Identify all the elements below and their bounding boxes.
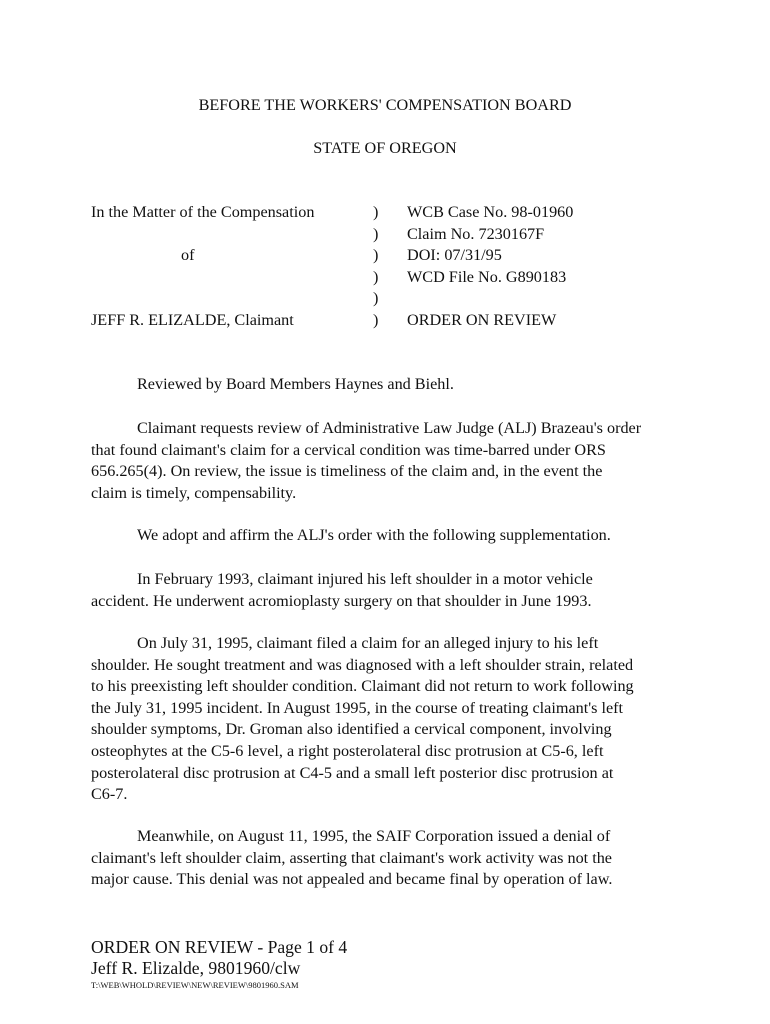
body-line: that found claimant's claim for a cervical condition was time-barred under ORS: [91, 440, 606, 459]
caption-paren: ): [373, 268, 379, 286]
body-line: claim is timely, compensability.: [91, 483, 297, 502]
board-heading: BEFORE THE WORKERS' COMPENSATION BOARD: [198, 96, 572, 114]
body-line: shoulder. He sought treatment and was diagnosed with a left shoulder strain, related: [91, 655, 634, 674]
body-line: Meanwhile, on August 11, 1995, the SAIF Corporation issued a denial of: [137, 827, 611, 845]
date-of-injury: DOI: 07/31/95: [407, 246, 502, 264]
document-type: ORDER ON REVIEW: [407, 311, 557, 329]
paragraph-affirm: [91, 525, 691, 547]
paragraph-denial: [91, 826, 691, 891]
caption-paren: ): [373, 225, 379, 243]
caption-of: of: [181, 246, 195, 264]
page-indicator: ORDER ON REVIEW - Page 1 of 4: [91, 937, 348, 957]
body-line: accident. He underwent acromioplasty surgery on that shoulder in June 1993.: [91, 591, 592, 610]
footer-case-line: Jeff R. Elizalde, 9801960/clw: [91, 958, 301, 978]
caption-matter: In the Matter of the Compensation: [91, 203, 315, 221]
wcb-case-number: WCB Case No. 98-01960: [407, 203, 574, 221]
paragraph-claim: [91, 633, 691, 806]
caption-paren: ): [373, 311, 379, 329]
body-line: In February 1993, claimant injured his left shoulder in a motor vehicle: [137, 570, 593, 588]
paragraph-history: [91, 569, 691, 612]
state-heading: STATE OF OREGON: [313, 139, 457, 157]
claim-number: Claim No. 7230167F: [407, 225, 545, 243]
wcd-file-number: WCD File No. G890183: [407, 268, 567, 286]
paragraph-request: [91, 418, 691, 504]
body-line: Reviewed by Board Members Haynes and Biehl.: [137, 375, 454, 393]
paragraph-reviewers: [91, 374, 691, 396]
body-line: shoulder symptoms, Dr. Groman also identified a cervical component, involving: [91, 720, 612, 739]
caption-claimant: JEFF R. ELIZALDE, Claimant: [91, 311, 294, 329]
caption-paren: ): [373, 203, 379, 221]
body-line: We adopt and affirm the ALJ's order with the following supplementation.: [137, 526, 611, 544]
body-line: major cause. This denial was not appealed and became final by operation of law.: [91, 870, 613, 889]
body-line: the July 31, 1995 incident. In August 1995, in the course of treating claimant's left: [91, 698, 624, 717]
body-line: claimant's left shoulder claim, asserting that claimant's work activity was not the: [91, 848, 612, 867]
body-line: osteophytes at the C5-6 level, a right posterolateral disc protrusion at C5-6, left: [91, 741, 604, 760]
body-line: C6-7.: [91, 785, 128, 804]
body-line: On July 31, 1995, claimant filed a claim for an alleged injury to his left: [137, 634, 599, 652]
body-line: posterolateral disc protrusion at C4-5 and a small left posterior disc protrusion at: [91, 763, 614, 782]
body-line: to his preexisting left shoulder condition. Claimant did not return to work following: [91, 677, 634, 696]
body-line: 656.265(4). On review, the issue is timeliness of the claim and, in the event the: [91, 462, 603, 481]
caption-paren: ): [373, 289, 379, 307]
file-path: T:\WEB\WHOLD\REVIEW\NEW\REVIEW\9801960.SAM: [91, 980, 299, 990]
caption-paren: ): [373, 246, 379, 264]
body-line: Claimant requests review of Administrative Law Judge (ALJ) Brazeau's order: [137, 419, 642, 437]
